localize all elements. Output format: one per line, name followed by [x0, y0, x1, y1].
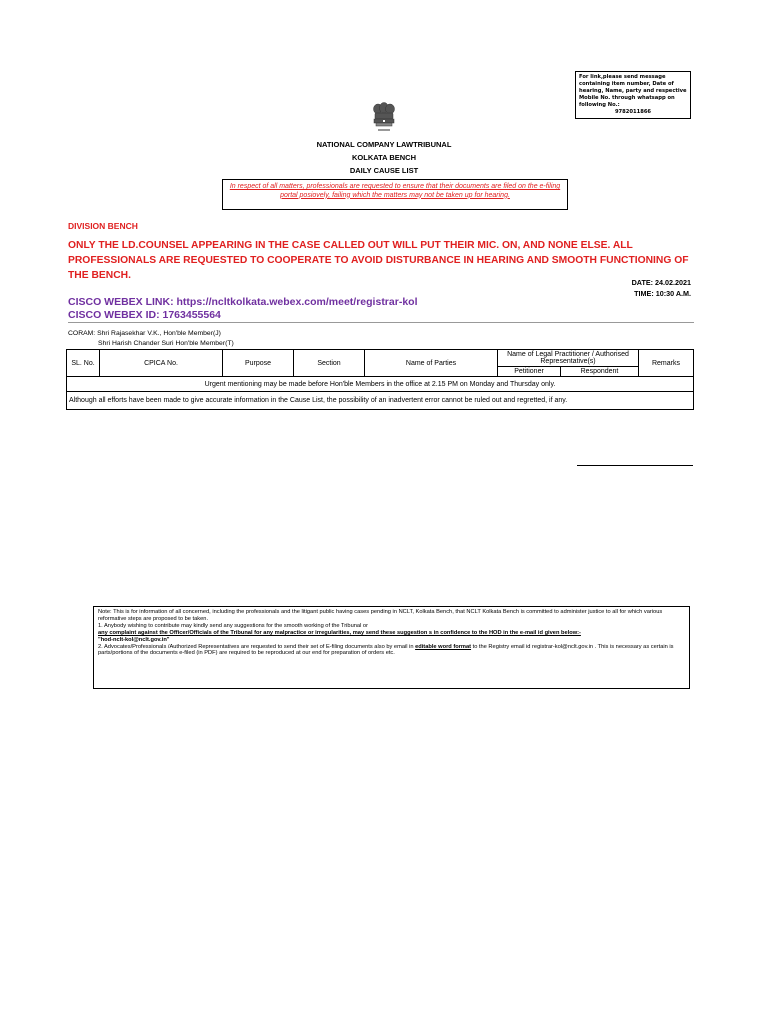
- col-respondent: Respondent: [561, 367, 639, 377]
- webex-link[interactable]: CISCO WEBEX LINK: https://ncltkolkata.webex.com/meet/registrar-kol: [68, 296, 418, 308]
- efiling-notice: In respect of all matters, professionals are requested to ensure that their documents are filed on the e-filing portal posiovely, failing which the matters may not be taken up for hearing.: [222, 179, 568, 210]
- col-representatives: Name of Legal Practitioner / Authorised Representative(s): [498, 350, 639, 367]
- cause-list-table: [66, 349, 694, 410]
- signature-line: [577, 465, 693, 466]
- col-purpose: Purpose: [223, 350, 294, 377]
- col-cpica: CPICA No.: [100, 350, 223, 377]
- note-point-2-text: 2. Advocates/Professionals /Authorized Representatives are requested to send their set of E-filing documents also by email in: [98, 643, 416, 650]
- hearing-date: DATE: 24.02.2021: [631, 278, 691, 287]
- note-editable-format: editable word format: [415, 643, 472, 650]
- col-remarks: Remarks: [639, 350, 694, 377]
- col-parties: Name of Parties: [365, 350, 498, 377]
- note-point-2: [98, 644, 685, 658]
- disclaimer-row: Although all efforts have been made to give accurate information in the Cause List, the possibility of an inadvertent error cannot be ruled out and regretted, if any.: [67, 392, 694, 410]
- coram-line-1: CORAM: Shri Rajasekhar V.K., Hon'ble Member(J): [68, 330, 221, 337]
- note-box: [93, 606, 690, 689]
- division-bench-label: DIVISION BENCH: [68, 221, 138, 231]
- national-emblem-icon: [370, 100, 398, 136]
- col-petitioner: Petitioner: [498, 367, 561, 377]
- note-hod-email[interactable]: "hod-nclt-kol@nclt.gov.in": [98, 636, 170, 643]
- note-complaint: any complaint against the Officer/Officials of the Tribunal for any malpractice or irregularities, may send these suggestion s in confidence to the HOD in the e-mail id given below:-: [98, 629, 581, 636]
- note-point-2-rest: to the Registry email id registrar-kol@nclt.gov.in . This is necessary as certain is parts/portions of the documents e-filed (in PDF) are required to be reproduced at our end for preparation of orders etc.: [98, 643, 674, 657]
- separator-line: [68, 322, 694, 323]
- col-section: Section: [294, 350, 365, 377]
- whatsapp-info-box: [575, 71, 691, 119]
- note-point-1: 1. Anybody wishing to contribute may kindly send any suggestions for the smooth working of the Tribunal or: [98, 622, 368, 629]
- tribunal-name: NATIONAL COMPANY LAWTRIBUNAL: [316, 140, 452, 149]
- coram-line-2: Shri Harish Chander Suri Hon'ble Member(T): [98, 340, 234, 347]
- whatsapp-number: 9782011866: [614, 109, 652, 115]
- webex-id: CISCO WEBEX ID: 1763455564: [68, 309, 221, 321]
- bench-name: KOLKATA BENCH: [351, 153, 417, 162]
- note-intro: Note: This is for information of all concerned, including the professionals and the litigant public having cases pending in NCLT, Kolkata Bench, that NCLT Kolkata Bench is committed to administer justice to all for which various reformative steps are proposed to be taken.: [98, 609, 663, 622]
- urgent-mentioning-row: Urgent mentioning may be made before Hon'ble Members in the office at 2.15 PM on Monday and Thursday only.: [67, 377, 694, 392]
- mic-warning: ONLY THE LD.COUNSEL APPEARING IN THE CASE CALLED OUT WILL PUT THEIR MIC. ON, AND NONE ELSE. ALL PROFESSIONALS ARE REQUESTED TO COOPERATE TO AVOID DISTURBANCE IN HEARING AND SMOOTH FUNCTIONING OF THE BENCH.: [68, 240, 689, 281]
- whatsapp-info-text: For link,please send message containing item number, Date of hearing, Name, party and respective Mobile No. through whatsapp on following No.:: [579, 74, 687, 108]
- cause-list-title: DAILY CAUSE LIST: [349, 166, 419, 175]
- hearing-time: TIME: 10:30 A.M.: [634, 289, 691, 298]
- col-sl: SL. No.: [67, 350, 100, 377]
